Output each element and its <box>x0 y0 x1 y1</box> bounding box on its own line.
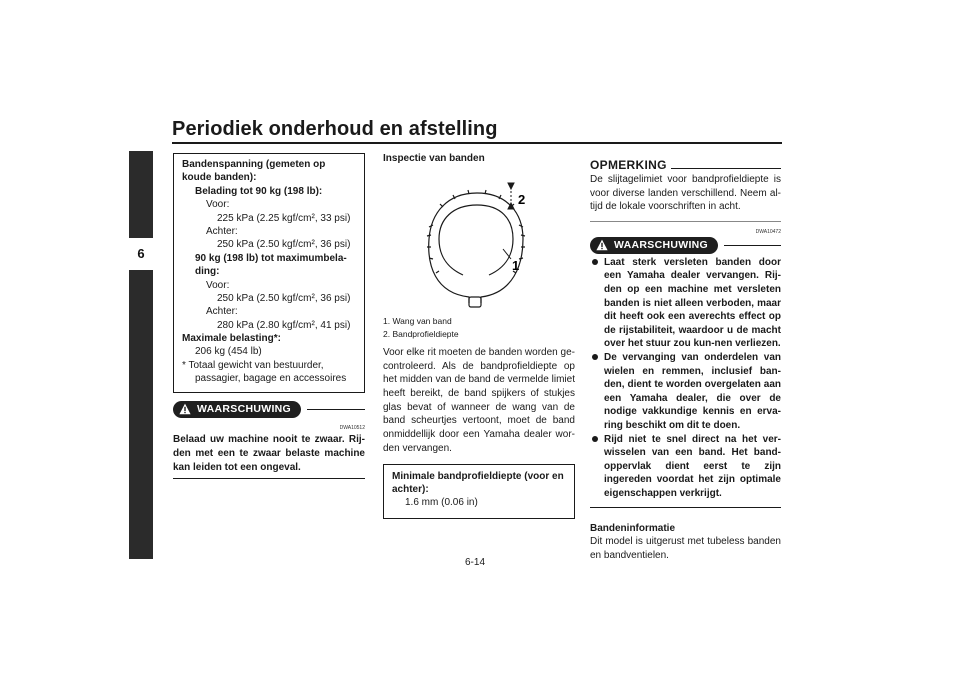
warning-bullet-text: Laat sterk versleten banden door een Yamaha dealer vervangen. Rij-den op een machine met versleten banden is niet alleen verboden, maar dit heeft ook een averechts effect op de rijstabiliteit, waardoor u de macht over het stuur zou kun-nen verliezen. <box>604 256 781 350</box>
note-title: OPMERKING <box>590 158 667 172</box>
chapter-number: 6 <box>129 238 153 270</box>
load2-rear-label: Achter: <box>206 306 238 318</box>
title-rule <box>172 142 782 144</box>
warning-triangle-icon <box>596 239 608 251</box>
warning-code: DWA10512 <box>339 424 365 431</box>
callout-1: 1 <box>512 258 520 274</box>
warning-badge <box>173 401 301 418</box>
chapter-tab <box>129 151 153 559</box>
load2-heading-line: ding: <box>195 266 220 278</box>
warning-bullet <box>590 351 781 433</box>
max-load-value: 206 kg (454 lb) <box>195 346 262 358</box>
page-number: 6-14 <box>465 557 486 568</box>
warning-header <box>590 237 781 254</box>
warning-code: DWA10472 <box>755 229 781 236</box>
load2-heading-line: 90 kg (198 lb) tot maximumbela- <box>195 252 347 264</box>
tire-info-text: Dit model is uitgerust met tubeless banden en bandventielen. <box>590 535 781 561</box>
inspection-paragraph: Voor elke rit moeten de banden worden ge-controleerd. Als de bandprofieldiepte op het midden van de band de vermelde limiet heeft bereikt, de band spijkers of stukjes glas bevat of wanneer de wang van de band scheurtjes vertoont, moet de band onmiddellijk door een Yamaha dealer wor-den vervangen. <box>383 347 575 454</box>
load1-front-value: 225 kPa (2.25 kgf/cm², 33 psi) <box>217 212 351 224</box>
warning-header <box>173 401 365 418</box>
tread-spec-heading-line: Minimale bandprofieldiepte (voor en <box>392 470 564 482</box>
bullet-dot-icon <box>590 433 604 501</box>
load1-rear-label: Achter: <box>206 225 238 237</box>
max-load-label: Maximale belasting*: <box>182 333 281 345</box>
section-heading-tire-info: Bandeninformatie <box>590 522 676 534</box>
tire-pressure-spec-box <box>173 153 365 393</box>
figure-caption: 1. Wang van band <box>383 316 452 327</box>
warning-triangle-icon <box>179 403 191 415</box>
load2-rear-value: 280 kPa (2.80 kgf/cm², 41 psi) <box>217 319 351 331</box>
column-middle <box>383 152 575 519</box>
warning-label: WAARSCHUWING <box>197 403 292 416</box>
load1-front-label: Voor: <box>206 199 230 211</box>
tire-figure <box>383 167 575 315</box>
warning-label: WAARSCHUWING <box>614 239 709 252</box>
warning-bullet-text: De vervanging van onderdelen van wielen en remmen, inclusief ban-den, dient te worden overgelaten aan een Yamaha dealer, die over de nodige vakkundige kennis en erva-ring beschikt om dit te doen. <box>604 351 781 431</box>
page-title: Periodiek onderhoud en afstelling <box>172 118 498 140</box>
section-heading-tire-inspection: Inspectie van banden <box>383 153 485 164</box>
note-rule <box>671 168 781 169</box>
load2-front-value: 250 kPa (2.50 kgf/cm², 36 psi) <box>217 292 351 304</box>
note-text: De slijtagelimiet voor bandprofieldiepte is voor diverse landen verschillend. Neem al-tijd de lokale voorschriften in acht. <box>590 174 781 213</box>
footnote-line: * Totaal gewicht van bestuurder, <box>182 359 324 371</box>
load2-front-label: Voor: <box>206 279 230 291</box>
warning-end-rule <box>590 507 781 508</box>
bullet-dot-icon <box>590 256 604 351</box>
bullet-dot-icon <box>590 351 604 433</box>
callout-2: 2 <box>518 192 526 208</box>
spec-heading-line: Bandenspanning (gemeten op <box>182 159 326 170</box>
warning-bullet <box>590 433 781 501</box>
note-header <box>590 157 781 173</box>
tread-spec-heading-line: achter): <box>392 483 429 495</box>
tread-spec-value: 1.6 mm (0.06 in) <box>405 497 478 509</box>
warning-text: Belaad uw machine nooit te zwaar. Rij-den met een te zwaar belaste machine kan leiden tot een ongeval. <box>173 434 365 473</box>
figure-caption: 2. Bandprofieldiepte <box>383 328 459 339</box>
spec-heading-line: koude banden): <box>182 172 257 184</box>
note-end-rule <box>590 221 781 222</box>
warning-end-rule <box>173 478 365 479</box>
load1-rear-value: 250 kPa (2.50 kgf/cm², 36 psi) <box>217 239 351 251</box>
load1-heading: Belading tot 90 kg (198 lb): <box>195 185 323 197</box>
warning-bullet-list <box>590 256 781 501</box>
warning-rule <box>307 409 365 410</box>
column-left <box>173 153 365 479</box>
warning-bullet-text: Rijd niet te snel direct na het ver-wisselen van een band. Het band-oppervlak dient eerst te zijn ingereden voordat het zijn optimale eigenschappen verkrijgt. <box>604 433 781 499</box>
footnote-line: passagier, bagage en accessoires <box>195 373 347 385</box>
tire-illustration <box>383 167 575 315</box>
warning-bullet <box>590 256 781 351</box>
warning-badge <box>590 237 718 254</box>
warning-rule <box>724 245 781 246</box>
tread-depth-spec-box <box>383 464 575 519</box>
column-right <box>590 157 781 562</box>
